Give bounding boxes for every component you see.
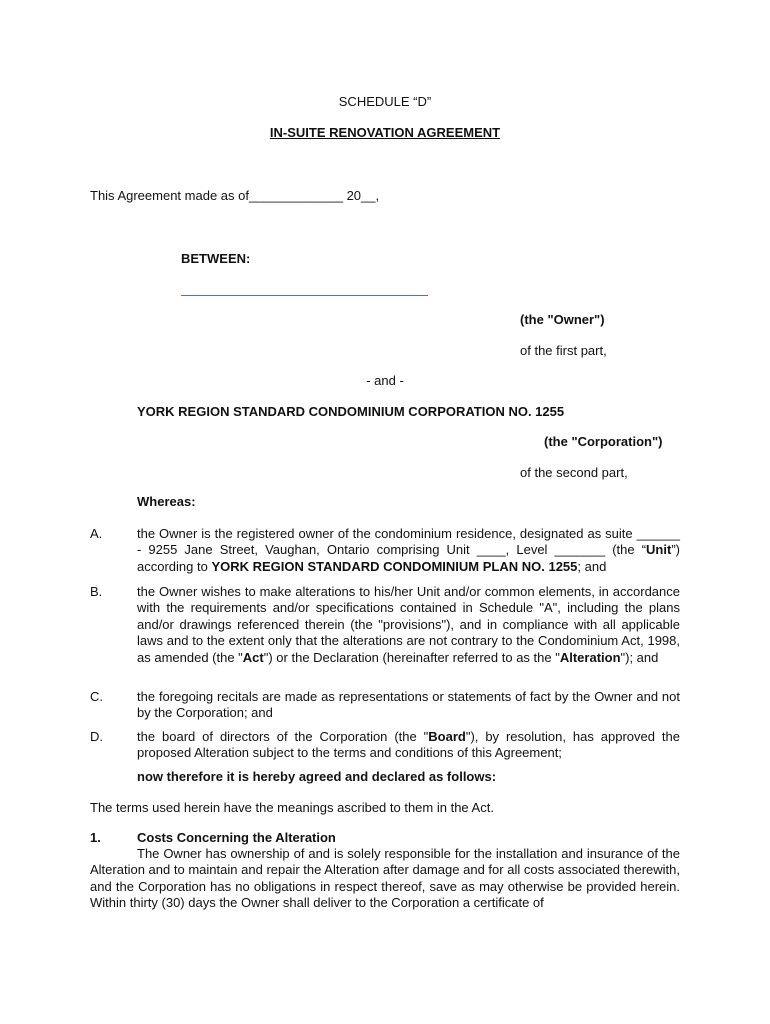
therefore-clause: now therefore it is hereby agreed and declared as follows: bbox=[137, 769, 497, 784]
corporation-name: YORK REGION STANDARD CONDOMINIUM CORPORATION NO. 1255 bbox=[137, 404, 565, 419]
recital-b-text: the Owner wishes to make alterations to his/her Unit and/or common elements, in accordance with the requirements and/or specifications contained in Schedule "A", including the plans and/or drawings referenced therein (the "provisions"), and in compliance with all applicable laws and to the extent only that the alterations are not contrary to the Condominium Act, 1998, as amended (the "Act") or the Declaration (hereinafter referred to as the "Alteration"); and bbox=[137, 584, 680, 665]
agreement-title: IN-SUITE RENOVATION AGREEMENT bbox=[269, 125, 501, 140]
owner-name-blank[interactable] bbox=[181, 295, 428, 296]
recital-d-text: the board of directors of the Corporation (the "Board"), by resolution, has approved the proposed Alteration subject to the terms and conditions of this Agreement; bbox=[137, 729, 680, 761]
recital-label: D. bbox=[90, 729, 103, 744]
terms-line: The terms used herein have the meanings ascribed to them in the Act. bbox=[90, 800, 494, 815]
and-separator: - and - bbox=[366, 373, 404, 388]
recital-c-text: the foregoing recitals are made as representations or statements of fact by the Owner and not by the Corporation; and bbox=[137, 689, 680, 721]
corporation-tag: (the "Corporation") bbox=[544, 434, 663, 449]
recital-label: A. bbox=[90, 526, 103, 541]
section-number: 1. bbox=[90, 830, 101, 845]
section-heading: Costs Concerning the Alteration bbox=[137, 830, 336, 845]
recital-label: B. bbox=[90, 584, 103, 599]
section-body: The Owner has ownership of and is solely responsible for the installation and insurance of the Alteration and to maintain and repair the Alteration after damage and for all costs associated therewith, and the Corporation has no obligations in respect thereof, save as may otherwise be provided herein. Within thirty (30) days the Owner shall deliver to the Corporation a certificate of bbox=[90, 846, 680, 911]
whereas-label: Whereas: bbox=[137, 494, 196, 509]
between-label: BETWEEN: bbox=[181, 251, 251, 266]
schedule-title: SCHEDULE “D” bbox=[338, 94, 432, 109]
second-part: of the second part, bbox=[520, 465, 628, 480]
recital-label: C. bbox=[90, 689, 103, 704]
recital-a-text: the Owner is the registered owner of the condominium residence, designated as suite ______ - 9255 Jane Street, Vaughan, Ontario comprising Unit ____, Level _______ (the “Unit”) according to YORK REGION STANDARD CONDOMINIUM PLAN NO. 1255; and bbox=[137, 526, 680, 574]
owner-tag: (the "Owner") bbox=[520, 312, 605, 327]
date-line: This Agreement made as of_____________ 20__, bbox=[90, 188, 380, 203]
first-part: of the first part, bbox=[520, 343, 607, 358]
